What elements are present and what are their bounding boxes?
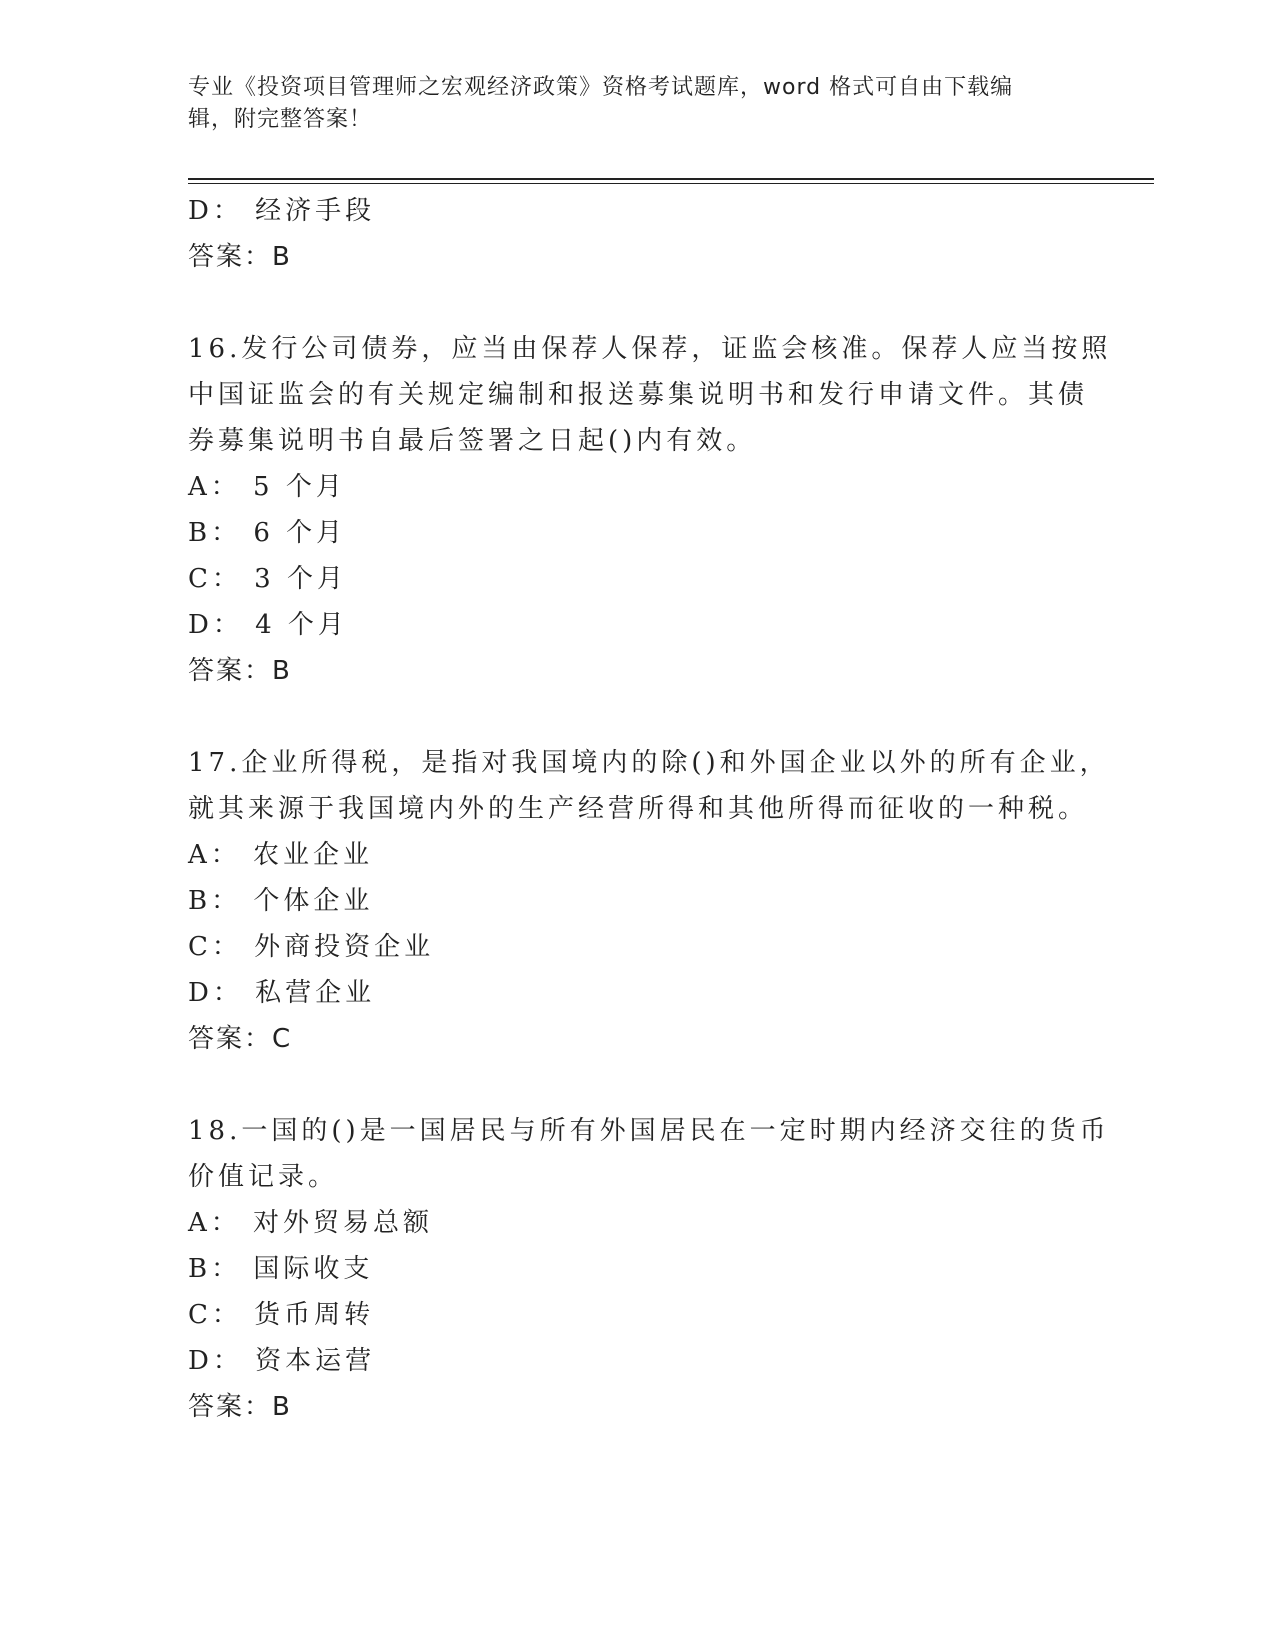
spacer (188, 694, 1088, 740)
stem-line: 18.一国的()是一国居民与所有外国居民在一定时期内经济交往的货币 (188, 1116, 1110, 1146)
stem-line: 16.发行公司债券，应当由保荐人保荐，证监会核准。保荐人应当按照 (188, 334, 1112, 364)
answer-line: 答案：B (188, 242, 292, 272)
header-rule-thin (188, 183, 1154, 184)
answer-line: 答案：B (188, 656, 292, 686)
question-stem (188, 740, 1110, 832)
question-18 (188, 1108, 1110, 1430)
stem-line: 就其来源于我国境内外的生产经营所得和其他所得而征收的一种税。 (188, 794, 1089, 824)
option-c: C： 外商投资企业 (188, 932, 435, 962)
question-17 (188, 740, 1110, 1062)
option-d: D： 4 个月 (188, 610, 348, 640)
option-d: D： 私营企业 (188, 978, 376, 1008)
option-b: B： 6 个月 (188, 518, 347, 548)
answer-line: 答案：B (188, 1392, 292, 1422)
stem-line: 17.企业所得税，是指对我国境内的除()和外国企业以外的所有企业， (188, 748, 1110, 778)
header-line-1: 专业《投资项目管理师之宏观经济政策》资格考试题库，word 格式可自由下载编 (188, 75, 1014, 100)
question-stem (188, 326, 1112, 464)
page-header (188, 72, 1078, 136)
stem-line: 券募集说明书自最后签署之日起()内有效。 (188, 426, 757, 456)
option-a: A： 农业企业 (188, 840, 374, 870)
spacer (188, 1062, 1088, 1108)
option-d: D： 资本运营 (188, 1346, 376, 1376)
option-b: B： 个体企业 (188, 886, 374, 916)
option-a: A： 5 个月 (188, 472, 346, 502)
option-c: C： 货币周转 (188, 1300, 375, 1330)
stem-line: 中国证监会的有关规定编制和报送募集说明书和发行申请文件。其债 (188, 380, 1089, 410)
spacer (188, 280, 1088, 326)
option-a: A： 对外贸易总额 (188, 1208, 434, 1238)
option-c: C： 3 个月 (188, 564, 347, 594)
stem-line: 价值记录。 (188, 1162, 339, 1192)
question-stem (188, 1108, 1110, 1200)
question-16 (188, 326, 1112, 694)
previous-question-tail (188, 188, 1088, 280)
header-line-2: 辑，附完整答案！ (188, 107, 373, 132)
option-b: B： 国际收支 (188, 1254, 374, 1284)
option-d: D： 经济手段 (188, 196, 376, 226)
header-rule-thick (188, 178, 1154, 180)
question-content (188, 188, 1112, 1430)
answer-line: 答案：C (188, 1024, 293, 1054)
